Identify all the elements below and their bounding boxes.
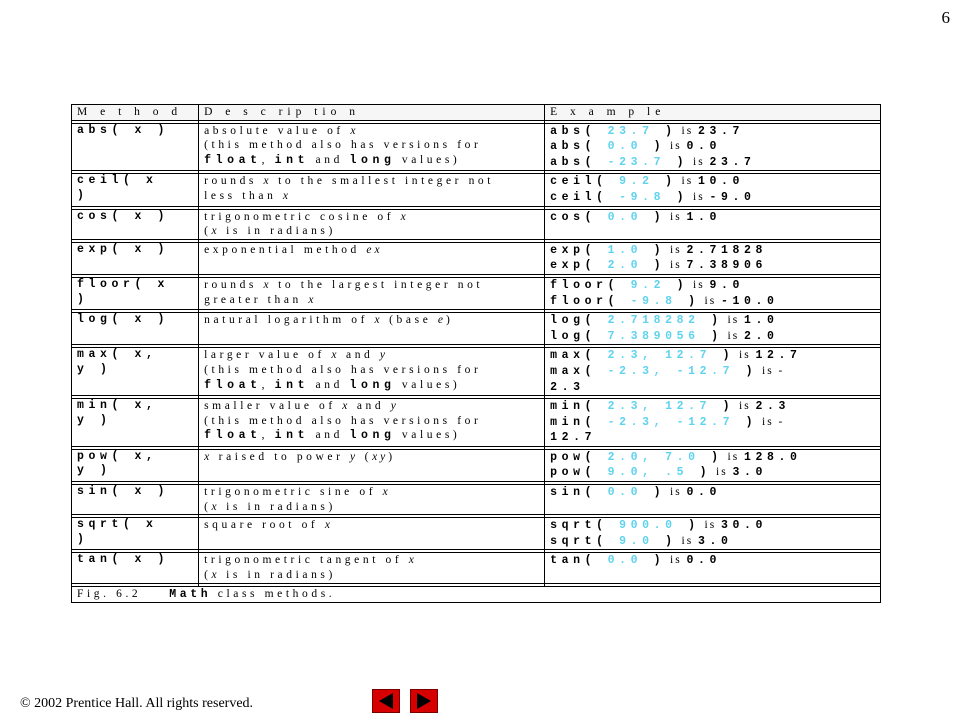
copyright-text: 2002 Prentice Hall. All rights reserved. [34,696,254,711]
method-cell: sqrt( x ) [72,518,199,550]
method-cell: ceil( x ) [72,174,199,206]
example-cell: cos( 0.0 ) is 1.0 [545,209,881,239]
description-cell: trigonometric cosine of x (x is in radians) [199,209,545,239]
description-cell: square root of x [199,518,545,550]
header-description: D e s c rip tio n [199,105,545,121]
figure-label: Fig. 6.2 [77,587,142,600]
table-row [72,174,881,206]
table-header-row [72,105,881,121]
previous-slide-button[interactable] [372,689,400,713]
next-slide-button[interactable] [410,689,438,713]
copyright-symbol: © [20,696,31,711]
description-cell: x raised to power y (xy) [199,449,545,481]
example-cell: sqrt( 900.0 ) is 30.0 sqrt( 9.0 ) is 3.0 [545,518,881,550]
example-cell: exp( 1.0 ) is 2.71828 exp( 2.0 ) is 7.38906 [545,242,881,274]
example-cell: abs( 23.7 ) is 23.7 abs( 0.0 ) is 0.0 abs( -23.7 ) is 23.7 [545,123,881,171]
example-cell: tan( 0.0 ) is 0.0 [545,553,881,583]
method-cell: pow( x, y ) [72,449,199,481]
description-cell: absolute value of x (this method also has versions for float, int and long values) [199,123,545,171]
method-cell: sin( x ) [72,485,199,515]
example-cell: ceil( 9.2 ) is 10.0 ceil( -9.8 ) is -9.0 [545,174,881,206]
example-cell: floor( 9.2 ) is 9.0 floor( -9.8 ) is -10.0 [545,277,881,309]
table-row [72,209,881,239]
table-row [72,449,881,481]
caption-text: class methods. [217,587,336,600]
method-cell: cos( x ) [72,209,199,239]
right-arrow-icon [411,690,437,712]
description-cell: smaller value of x and y (this method also has versions for float, int and long values) [199,399,545,447]
method-cell: abs( x ) [72,123,199,171]
example-cell: max( 2.3, 12.7 ) is 12.7 max( -2.3, -12.7 ) is - 2.3 [545,348,881,396]
table-row [72,277,881,309]
description-cell: larger value of x and y (this method also has versions for float, int and long values) [199,348,545,396]
description-cell: natural logarithm of x (base e) [199,313,545,345]
method-cell: max( x, y ) [72,348,199,396]
example-cell: pow( 2.0, 7.0 ) is 128.0 pow( 9.0, .5 ) is 3.0 [545,449,881,481]
table-row [72,485,881,515]
description-cell: exponential method ex [199,242,545,274]
method-cell: exp( x ) [72,242,199,274]
method-cell: floor( x ) [72,277,199,309]
method-cell: min( x, y ) [72,399,199,447]
description-cell: trigonometric tangent of x (x is in radians) [199,553,545,583]
page-number: 6 [941,8,950,27]
copyright-footer [20,696,253,712]
header-example: E x a m p le [545,105,881,121]
table-row [72,518,881,550]
figure-caption-row [72,586,881,603]
method-cell: log( x ) [72,313,199,345]
description-cell: rounds x to the largest integer not greater than x [199,277,545,309]
method-cell: tan( x ) [72,553,199,583]
description-cell: rounds x to the smallest integer not less than x [199,174,545,206]
description-cell: trigonometric sine of x (x is in radians) [199,485,545,515]
table-row [72,553,881,583]
table-row [72,123,881,171]
example-cell: sin( 0.0 ) is 0.0 [545,485,881,515]
figure-caption [72,586,881,603]
example-cell: min( 2.3, 12.7 ) is 2.3 min( -2.3, -12.7 ) is - 12.7 [545,399,881,447]
class-name: Math [169,587,212,601]
left-arrow-icon [373,690,399,712]
table-row [72,313,881,345]
math-methods-table [71,104,881,603]
table-row [72,348,881,396]
example-cell: log( 2.718282 ) is 1.0 log( 7.389056 ) is 2.0 [545,313,881,345]
table-row [72,242,881,274]
table-row [72,399,881,447]
header-method: M e t h o d [72,105,199,121]
